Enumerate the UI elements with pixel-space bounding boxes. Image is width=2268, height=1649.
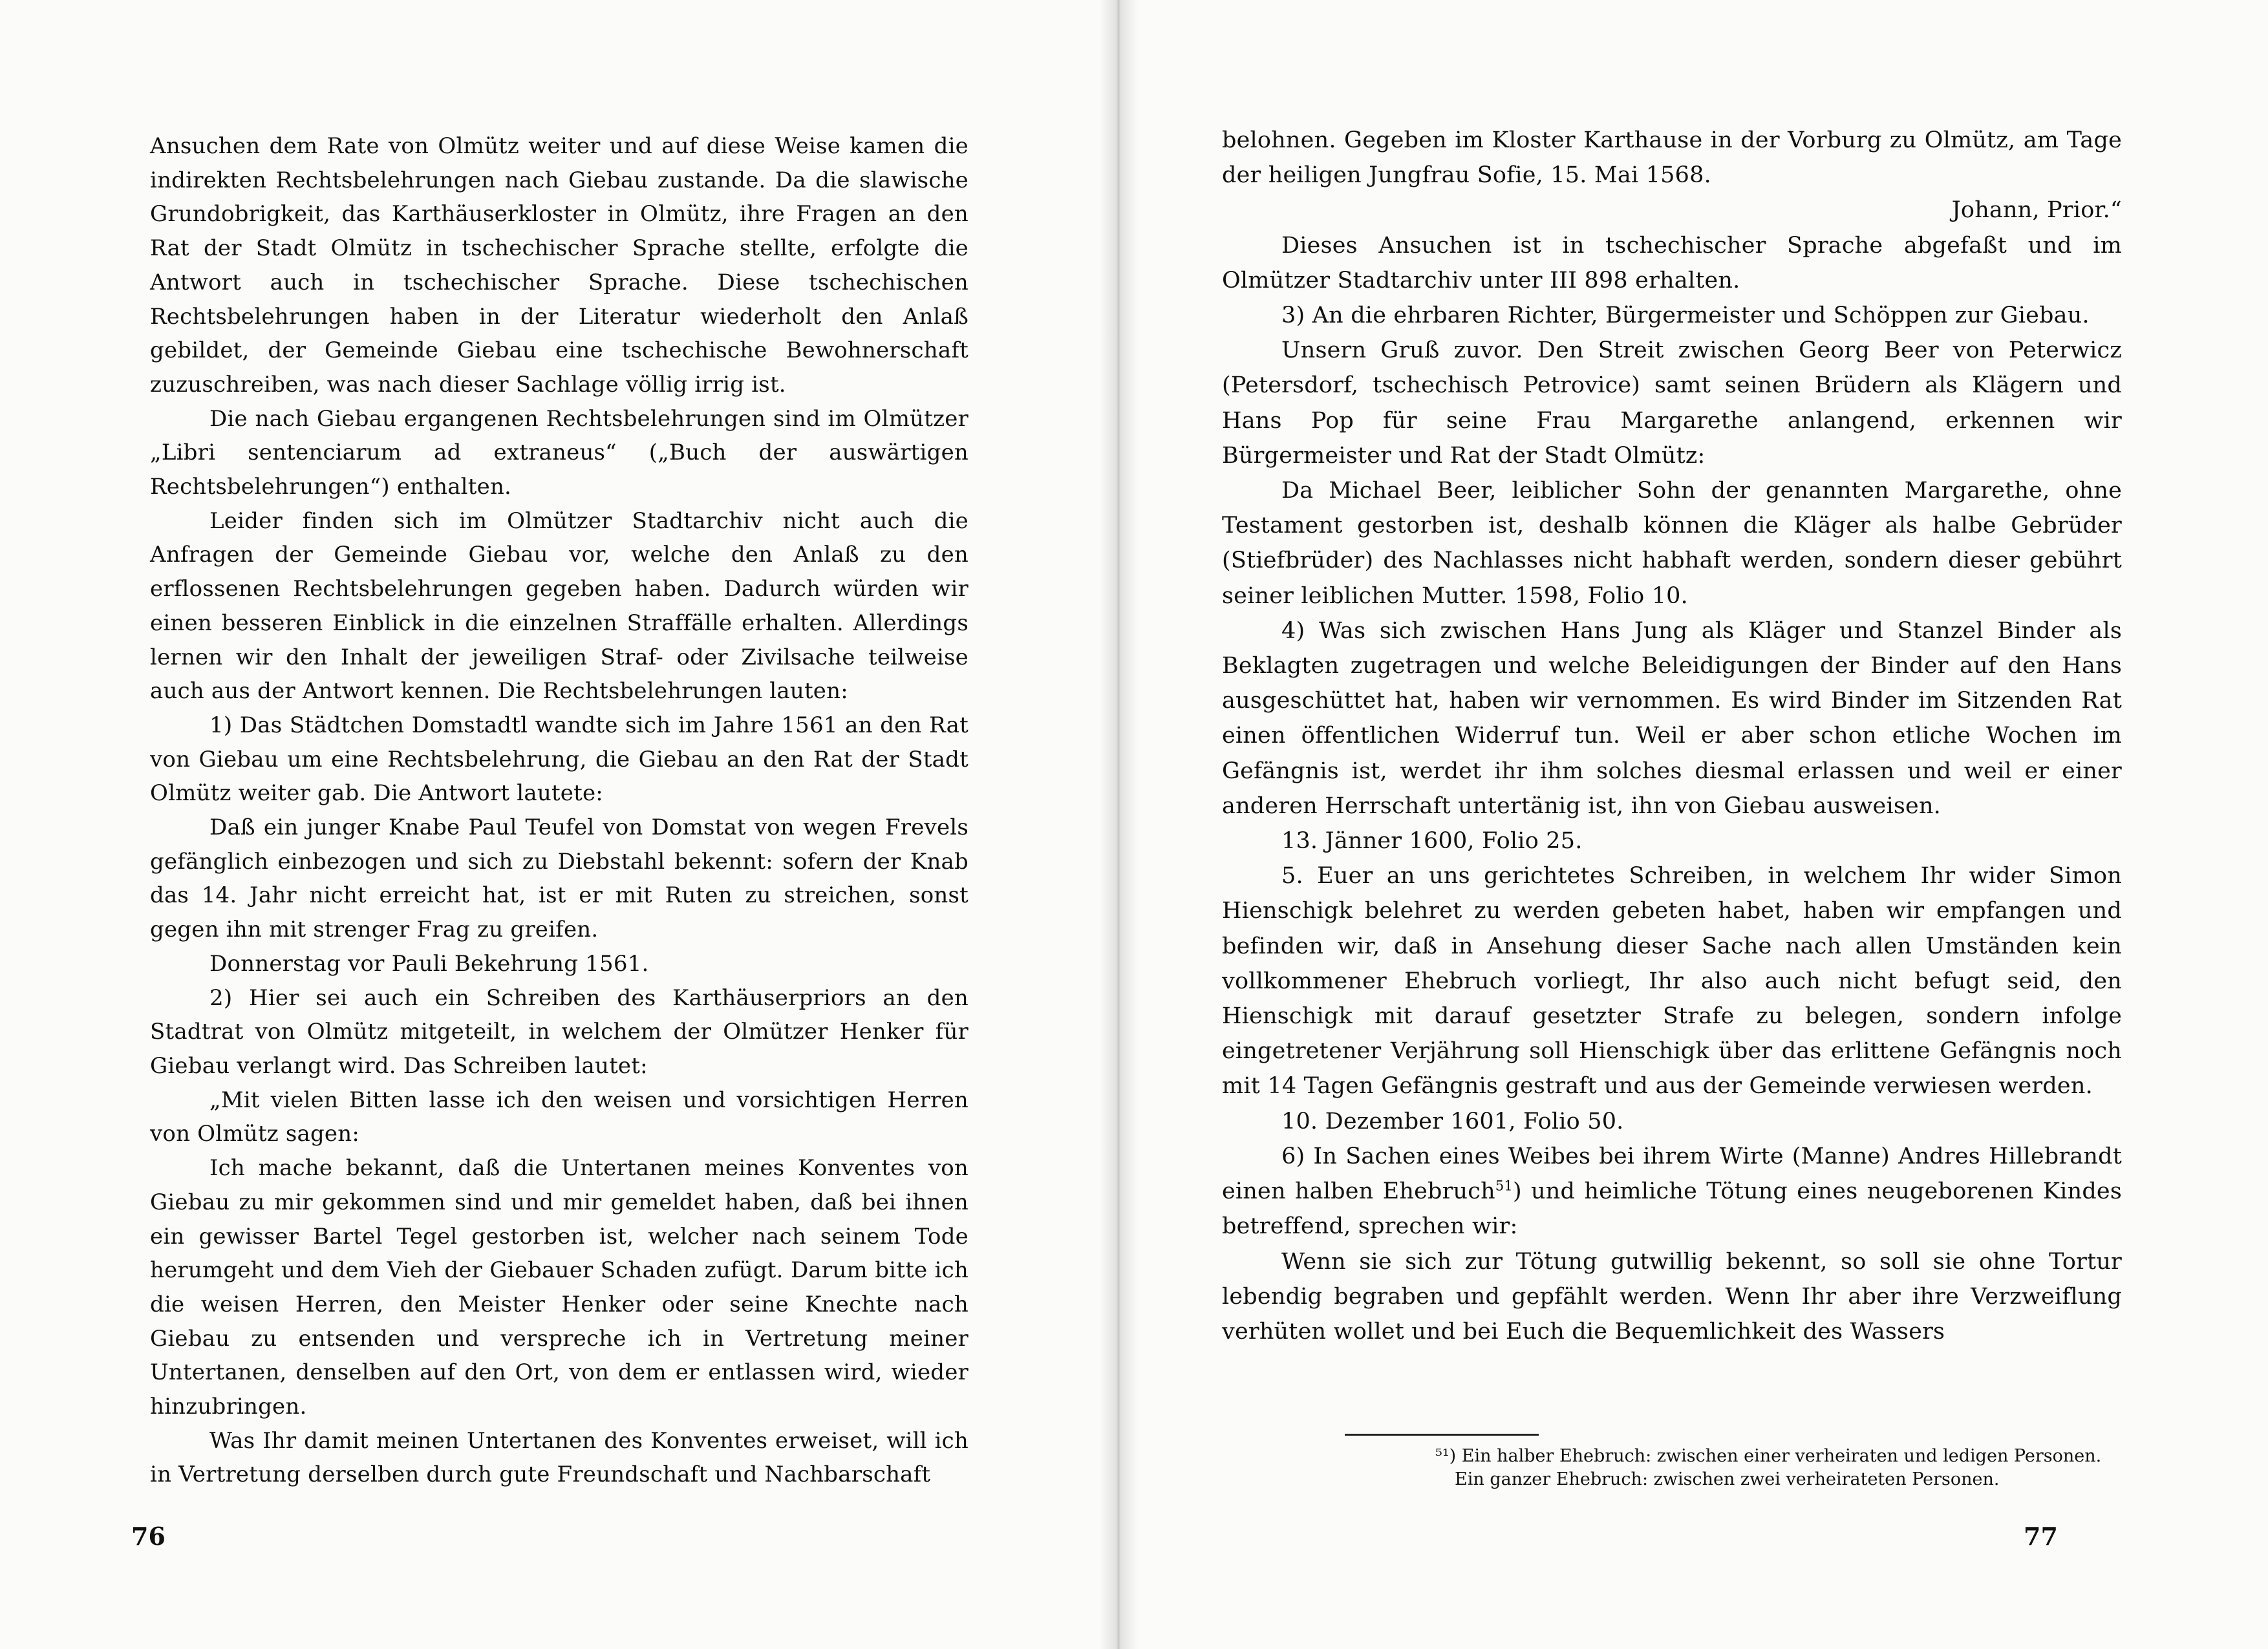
paragraph-text: ) und heimliche Tötung eines neugeborenen Kindes betreffend, sprechen wir: — [1222, 1178, 2122, 1240]
paragraph: belohnen. Gegeben im Kloster Karthause in der Vorburg zu Olmütz, am Tage der heiligen Jungfrau Sofie, 15. Mai 1568. — [1222, 127, 2122, 189]
footnote: ⁵¹) Ein halber Ehebruch: zwischen einer verheiraten und ledigen Personen. — [1435, 1446, 2102, 1466]
footnote: Ein ganzer Ehebruch: zwischen zwei verheirateten Personen. — [1455, 1469, 2000, 1489]
footnote-reference: 51 — [1495, 1178, 1513, 1194]
paragraph: Da Michael Beer, leiblicher Sohn der genannten Margarethe, ohne Testament gestorben ist, deshalb können die Kläger als halbe Gebrüder (Stiefbrüder) des Nachlasses nicht habhaft werden, sondern dieser gebührt seiner leiblichen Mutter. 1598, Folio 10. — [1222, 478, 2122, 609]
left-page-body — [150, 129, 968, 1492]
paragraph: Donnerstag vor Pauli Bekehrung 1561. — [209, 950, 649, 977]
paragraph: „Mit vielen Bitten lasse ich den weisen und vorsichtigen Herren von Olmütz sagen: — [150, 1087, 968, 1147]
page-number-left: 76 — [131, 1522, 166, 1551]
right-page-body — [1222, 123, 2122, 1349]
paragraph: 2) Hier sei auch ein Schreiben des Karthäuserpriors an den Stadtrat von Olmütz mitgeteilt, in welchem der Olmützer Henker für Giebau verlangt wird. Das Schreiben lautet: — [150, 984, 968, 1079]
paragraph — [1222, 1139, 2122, 1244]
paragraph: Ich mache bekannt, daß die Untertanen meines Konventes von Giebau zu mir gekommen sind und mir gemeldet haben, daß bei ihnen ein gewisser Bartel Tegel gestorben ist, welcher nach seinem Tode herumgeht und dem Vieh der Giebauer Schaden zufügt. Darum bitte ich die weisen Herren, den Meister Henker oder seine Knechte nach Giebau zu entsenden und verspreche ich in Vertretung meiner Untertanen, denselben auf den Ort, von dem er entlassen wird, wieder hinzubringen. — [150, 1155, 968, 1420]
paragraph: Leider finden sich im Olmützer Stadtarchiv nicht auch die Anfragen der Gemeinde Giebau vor, welche den Anlaß zu den erflossenen Rechtsbelehrungen gegeben haben. Dadurch würden wir einen besseren Einblick in die einzelnen Straffälle erhalten. Allerdings lernen wir den Inhalt der jeweiligen Straf- oder Zivilsache teilweise auch aus der Antwort kennen. Die Rechtsbelehrungen lauten: — [150, 507, 968, 705]
paragraph: Dieses Ansuchen ist in tschechischer Sprache abgefaßt und im Olmützer Stadtarchiv unter III 898 erhalten. — [1222, 232, 2122, 293]
paragraph: Ansuchen dem Rate von Olmütz weiter und auf diese Weise kamen die indirekten Rechtsbelehrungen nach Giebau zustande. Da die slawische Grundobrigkeit, das Karthäuserkloster in Olmütz, ihre Fragen an den Rat der Stadt Olmütz in tschechischer Sprache stellte, erfolgte die Antwort auch in tschechischer Sprache. Diese tschechischen Rechtsbelehrungen haben in der Literatur wiederholt den Anlaß gebildet, der Gemeinde Giebau eine tschechische Bewohnerschaft zuzuschreiben, was nach dieser Sachlage völlig irrig ist. — [150, 133, 968, 398]
footnote-rule — [1345, 1434, 1539, 1436]
paragraph: Unsern Gruß zuvor. Den Streit zwischen Georg Beer von Peterwicz (Petersdorf, tschechisch Petrovice) samt seinen Brüdern als Klägern und Hans Pop für seine Frau Margarethe anlangend, erkennen wir Bürgermeister und Rat der Stadt Olmütz: — [1222, 337, 2122, 469]
paragraph: Was Ihr damit meinen Untertanen des Konventes erweiset, will ich in Vertretung derselben durch gute Freundschaft und Nachbarschaft — [150, 1427, 968, 1488]
paragraph: 3) An die ehrbaren Richter, Bürgermeister und Schöppen zur Giebau. — [1281, 303, 2090, 329]
left-page — [0, 0, 1118, 1649]
paragraph: 13. Jänner 1600, Folio 25. — [1281, 828, 1583, 855]
paragraph-text: 6) In Sachen eines Weibes bei ihrem Wirte (Manne) Andres Hillebrandt einen halben Ehebruch — [1222, 1143, 2122, 1205]
paragraph: 5. Euer an uns gerichtetes Schreiben, in welchem Ihr wider Simon Hienschigk belehret zu werden gebeten habet, haben wir empfangen und befinden wir, daß in Ansehung dieser Sache nach allen Umständen kein vollkommener Ehebruch vorliegt, Ihr also auch nicht befugt seid, den Hienschigk mit darauf gesetzter Strafe zu belegen, sondern infolge eingetretener Verjährung soll Hienschigk über das erlittene Gefängnis noch mit 14 Tagen Gefängnis gestraft und aus der Gemeinde verwiesen werden. — [1222, 863, 2122, 1100]
paragraph: Die nach Giebau ergangenen Rechtsbelehrungen sind im Olmützer „Libri sentenciarum ad extraneus“ („Buch der auswärtigen Rechtsbelehrungen“) enthalten. — [150, 405, 968, 500]
paragraph: Daß ein junger Knabe Paul Teufel von Domstat von wegen Frevels gefänglich einbezogen und sich zu Diebstahl bekennt: sofern der Knab das 14. Jahr nicht erreicht hat, ist er mit Ruten zu streichen, sonst gegen ihn mit strenger Frag zu greifen. — [150, 814, 968, 943]
signature-line: Johann, Prior.“ — [1951, 197, 2122, 224]
right-page — [1118, 0, 2268, 1649]
footnotes — [1435, 1445, 2108, 1491]
page-number-right: 77 — [2024, 1522, 2058, 1551]
paragraph: 10. Dezember 1601, Folio 50. — [1281, 1108, 1624, 1134]
paragraph: 1) Das Städtchen Domstadtl wandte sich im Jahre 1561 an den Rat von Giebau um eine Rechtsbelehrung, die Giebau an den Rat der Stadt Olmütz weiter gab. Die Antwort lautete: — [150, 712, 968, 807]
paragraph: Wenn sie sich zur Tötung gutwillig bekennt, so soll sie ohne Tortur lebendig begraben und gepfählt werden. Wenn Ihr aber ihre Verzweiflung verhüten wollet und bei Euch die Bequemlichkeit des Wassers — [1222, 1248, 2122, 1345]
paragraph: 4) Was sich zwischen Hans Jung als Kläger und Stanzel Binder als Beklagten zugetragen und welche Beleidigungen der Binder auf den Hans ausgeschüttet hat, haben wir vernommen. Es wird Binder im Sitzenden Rat einen öffentlichen Widerruf tun. Weil er aber schon etliche Wochen im Gefängnis ist, werdet ihr ihm solches diesmal erlassen und weil er einer anderen Herrschaft untertänig ist, ihn von Giebau ausweisen. — [1222, 617, 2122, 819]
